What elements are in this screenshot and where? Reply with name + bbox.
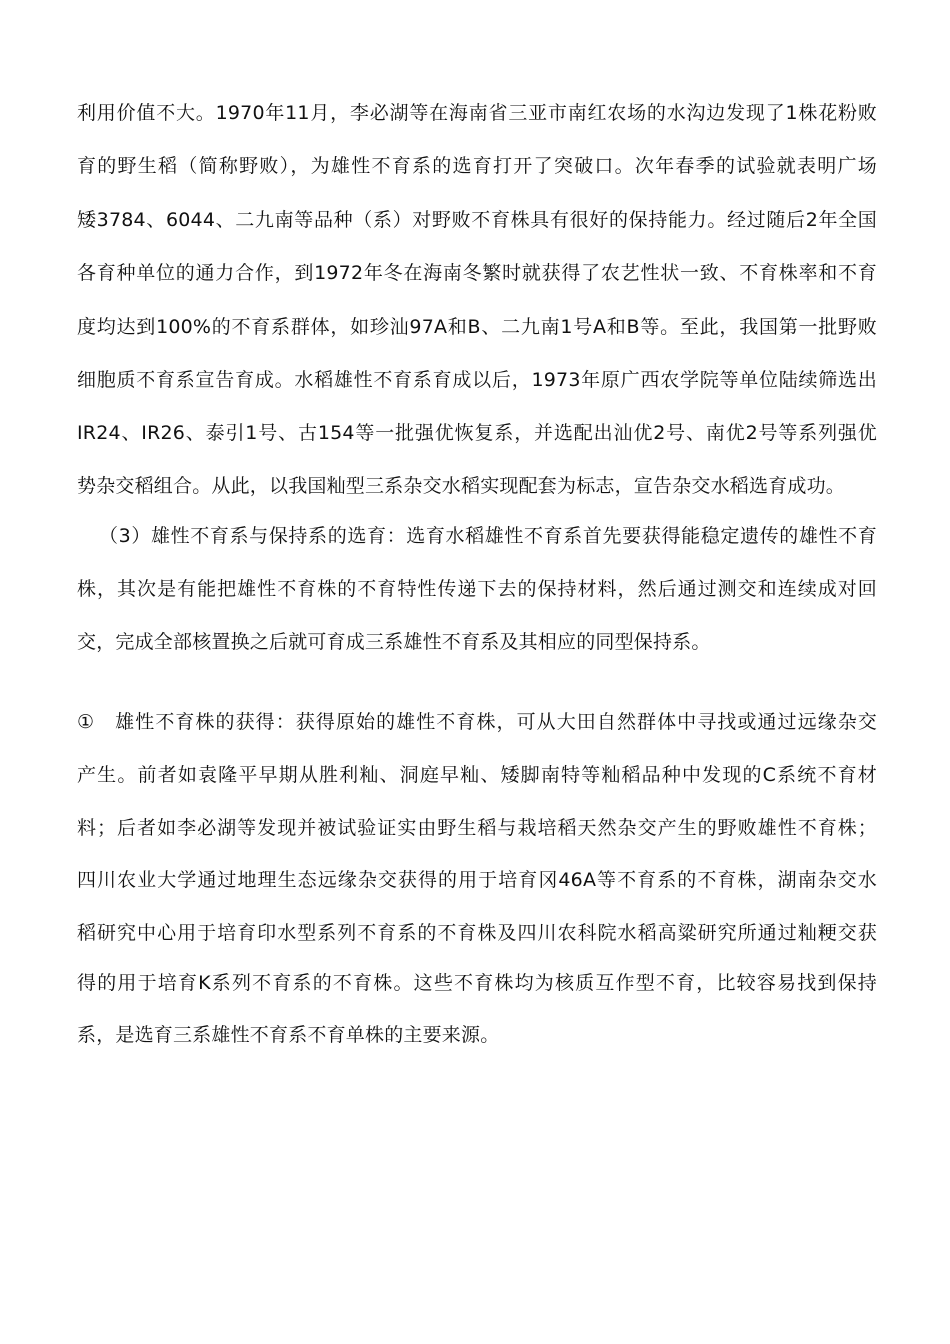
text-line: （3）雄性不育系与保持系的选育：选育水稻雄性不育系首先要获得能稳定遗传的雄性不育 (99, 525, 877, 547)
text-line: 四川农业大学通过地理生态远缘杂交获得的用于培育冈46A等不育系的不育株，湖南杂交水 (77, 869, 877, 891)
text-line: 势杂交稻组合。从此，以我国籼型三系杂交水稻实现配套为标志，宣告杂交水稻选育成功。 (77, 475, 846, 497)
text-line: 细胞质不育系宣告育成。水稻雄性不育系育成以后，1973年原广西农学院等单位陆续筛选出 (77, 369, 877, 391)
text-line: 交，完成全部核置换之后就可育成三系雄性不育系及其相应的同型保持系。 (77, 631, 711, 653)
text-line: 稻研究中心用于培育印水型系列不育系的不育株及四川农科院水稻高粱研究所通过籼粳交获 (77, 922, 877, 944)
text-line: ① 雄性不育株的获得：获得原始的雄性不育株，可从大田自然群体中寻找或通过远缘杂交 (77, 711, 877, 733)
text-line: 育的野生稻（简称野败），为雄性不育系的选育打开了突破口。次年春季的试验就表明广场 (77, 155, 877, 177)
text-line: 矮3784、6044、二九南等品种（系）对野败不育株具有很好的保持能力。经过随后2年全国 (77, 209, 877, 231)
text-line: 得的用于培育K系列不育系的不育株。这些不育株均为核质互作型不育，比较容易找到保持 (77, 972, 877, 994)
text-line: IR24、IR26、泰引1号、古154等一批强优恢复系，并选配出汕优2号、南优2号等系列强优 (77, 422, 877, 444)
text-line: 料；后者如李必湖等发现并被试验证实由野生稻与栽培稻天然杂交产生的野败雄性不育株； (77, 817, 877, 839)
text-line: 系，是选育三系雄性不育系不育单株的主要来源。 (77, 1024, 500, 1046)
text-line: 各育种单位的通力合作，到1972年冬在海南冬繁时就获得了农艺性状一致、不育株率和不育 (77, 262, 877, 284)
text-line: 产生。前者如袁隆平早期从胜利籼、洞庭早籼、矮脚南特等籼稻品种中发现的C系统不育材 (77, 764, 877, 786)
text-line: 利用价值不大。1970年11月，李必湖等在海南省三亚市南红农场的水沟边发现了1株花粉败 (77, 102, 877, 124)
text-line: 株，其次是有能把雄性不育株的不育特性传递下去的保持材料，然后通过测交和连续成对回 (77, 578, 877, 600)
text-line: 度均达到100%的不育系群体，如珍汕97A和B、二九南1号A和B等。至此，我国第一批野败 (77, 316, 877, 338)
